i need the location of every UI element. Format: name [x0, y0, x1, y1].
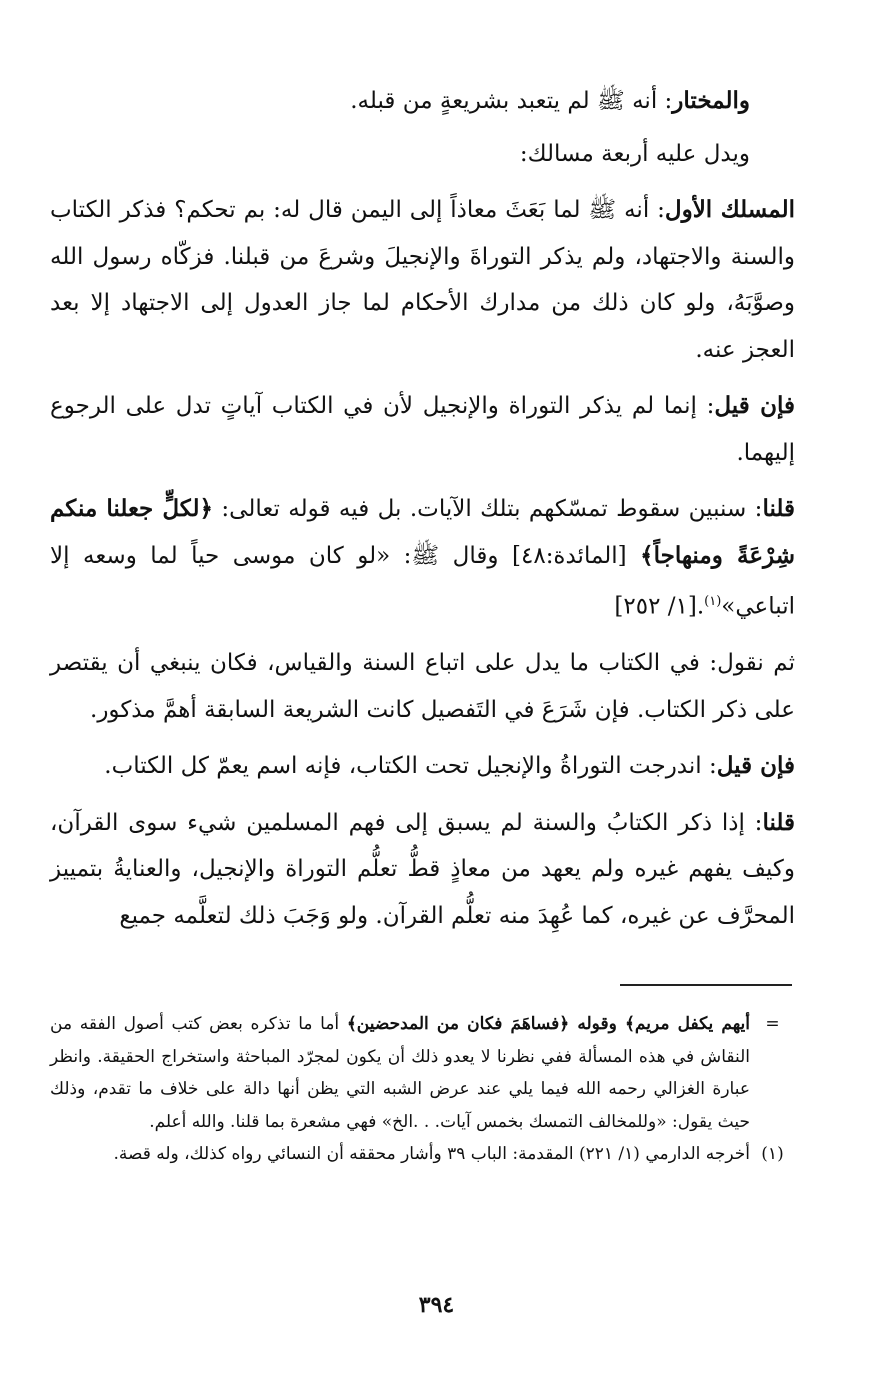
paragraph-objection-2 — [50, 743, 795, 790]
footnote-body: أخرجه الدارمي (١/ ٢٢١) المقدمة: الباب ٣٩ وأشار محققه أن النسائي رواه كذلك، وله قصة. — [113, 1144, 750, 1164]
footnote-1 — [50, 1138, 795, 1171]
lead-term: والمختار — [672, 87, 750, 114]
footnote-body — [50, 1008, 750, 1138]
paragraph-objection-1 — [50, 383, 795, 476]
lead-term: فإن قيل — [716, 752, 795, 780]
paragraph-text: [المائدة:٤٨] وقال ﷺ: «لو كان موسى حياً لما وسعه إلا اتباعي» — [50, 542, 795, 620]
footnotes — [50, 1008, 795, 1171]
lead-term: المسلك الأول — [664, 196, 796, 223]
paragraph-further — [50, 640, 795, 733]
lead-term: فإن قيل — [714, 392, 795, 419]
page-number: ٣٩٤ — [418, 1292, 455, 1318]
paragraph-four-paths — [50, 131, 795, 178]
footnote-divider — [620, 984, 792, 986]
paragraph-reply-1 — [50, 486, 795, 630]
paragraph-text: : إذا ذكر الكتابُ والسنة لم يسبق إلى فهم المسلمين شيء سوى القرآن، وكيف يفهم غيره ولم يعهد من معاذٍ قطُّ تعلُّم التوراة والإنجيل، والعنايةُ بتمييز المحرَّف عن غيره، كما عُهِدَ منه تعلُّم القرآن. ولو وَجَبَ ذلك لتعلَّمه جميع — [50, 809, 795, 929]
paragraph-text: : أنه ﷺ لم يتعبد بشريعةٍ من قبله. — [350, 88, 673, 114]
quran-quote: ﴿لكلٍّ جعلنا منكم شِرْعَةً ومنهاجاً﴾ — [50, 495, 796, 569]
paragraph-text: .[١/ ٢٥٢] — [614, 593, 705, 620]
paragraph-text: : سنبين سقوط تمسّكهم بتلك الآيات. بل فيه قوله تعالى: — [213, 496, 763, 522]
lead-term: قلنا — [762, 495, 795, 522]
paragraph-text: ثم نقول: في الكتاب ما يدل على اتباع السنة والقياس، فكان ينبغي أن يقتصر على ذكر الكتاب. فإن شَرَعَ في التَفصيل كانت الشريعة السابقة أهمَّ مذكور. — [50, 650, 795, 723]
paragraph-first-path — [50, 187, 795, 373]
paragraph-text: ويدل عليه أربعة مسالك: — [519, 140, 750, 167]
footnote-text: أما ما تذكره بعض كتب أصول الفقه من النقاش في هذه المسألة ففي نظرنا لا يعدو ذلك أن يكون لمجرّد المباحثة واستخراج الحقيقة. وانظر عبارة الغزالي رحمه الله فيما يلي عند عرض الشبه التي يظن أنها دالة على خلاف ما تقدم، وذلك حيث يقول: «وللمخالف التمسك بخمس آيات. . .الخ» فهي مشعرة بما قلنا. والله أعلم. — [50, 1014, 751, 1132]
footnote-quran-quote: أيهم يكفل مريم﴾ وقوله ﴿فساهَمَ فكان من المدحضين﴾ — [346, 1014, 751, 1034]
paragraph-chosen-view — [50, 78, 795, 125]
footnote-mark: = — [765, 1014, 780, 1034]
lead-term: قلنا — [762, 808, 795, 836]
paragraph-reply-2 — [50, 800, 795, 940]
footnote-ref[interactable]: (١) — [704, 594, 722, 609]
footnote-mark: (١) — [761, 1144, 784, 1164]
paragraph-text: : اندرجت التوراةُ والإنجيل تحت الكتاب، فإنه اسم يعمّ كل الكتاب. — [104, 753, 717, 780]
paragraph-text: : أنه ﷺ لما بَعَثَ معاذاً إلى اليمن قال له: بم تحكم؟ فذكر الكتاب والسنة والاجتهاد، ولم يذكر التوراةَ والإنجيلَ وشرعَ من قبلنا. فزكّاه رسول الله وصوَّبَهُ، ولو كان ذلك من مدارك الأحكام لما جاز العدول إلى الاجتهاد إلا بعد العجز عنه. — [50, 197, 795, 363]
main-text — [50, 78, 795, 949]
footnote-continued — [50, 1008, 795, 1138]
paragraph-text: : إنما لم يذكر التوراة والإنجيل لأن في الكتاب آياتٍ تدل على الرجوع إليهما. — [50, 393, 795, 466]
